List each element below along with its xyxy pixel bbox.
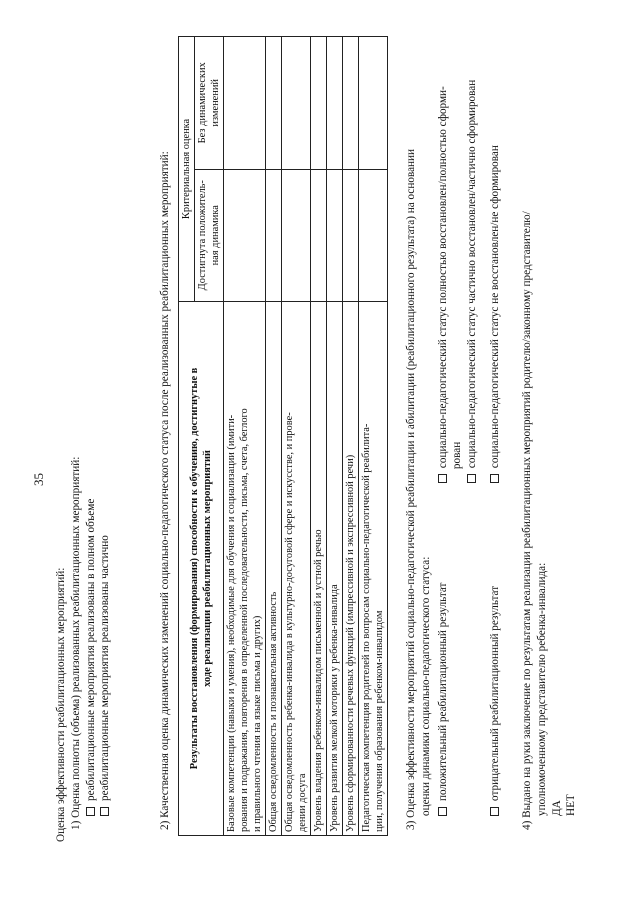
option-not-restored[interactable]: [488, 62, 503, 483]
cell-positive[interactable]: [327, 169, 343, 301]
col-nochange-line1: Без динамических: [197, 62, 208, 144]
row-label: [343, 301, 359, 835]
table-row: [282, 37, 311, 836]
positive-suboptions: [436, 62, 480, 483]
row-text: ции, получения образования ребенком-инвалидом: [374, 610, 385, 832]
cell-nochange[interactable]: [359, 37, 388, 170]
row-text: и правильного чтения на языке письма и других): [252, 615, 263, 832]
col-positive-header: [195, 169, 224, 301]
row-text: Базовые компетенции (навыки и умения), необходимые для обучения и социализации (имити-: [226, 414, 237, 832]
row-text: Уровень сформированности речевых функций (импрессивной и экспрессивной речи): [345, 454, 356, 832]
checkbox[interactable]: [100, 807, 109, 816]
table-header-row: [179, 37, 195, 836]
col-nochange-line2: изменений: [210, 79, 221, 127]
checkbox[interactable]: [490, 474, 499, 483]
option-restored-partial[interactable]: [465, 62, 480, 483]
row-label: [327, 301, 343, 835]
section3: [404, 62, 503, 842]
negative-result-option[interactable]: [488, 483, 503, 842]
option-not-restored-label: социально-педагогический статус не восстановлен/не сформирован: [488, 145, 501, 469]
table-row: [343, 37, 359, 836]
cell-positive[interactable]: [282, 169, 311, 301]
option-full-label: реабилитационные мероприятия реализованы в полном объеме: [84, 498, 97, 801]
option-full-volume[interactable]: [84, 62, 99, 842]
checkbox[interactable]: [490, 807, 499, 816]
cell-positive[interactable]: [359, 169, 388, 301]
checkbox[interactable]: [467, 474, 476, 483]
cell-nochange[interactable]: [282, 37, 311, 170]
negative-result-label: отрицательный реабилитационный результат: [488, 585, 501, 801]
cell-nochange[interactable]: [343, 37, 359, 170]
checkbox[interactable]: [438, 807, 447, 816]
row-text: Общая осведомленность и познавательная активность: [268, 591, 279, 832]
row-text: дении досуга: [297, 773, 308, 832]
effectiveness-heading: Оценка эффективности реабилитационных мероприятий:: [55, 567, 67, 842]
section2-title: 2) Качественная оценка динамических изменений социально-педагогического статуса после реализованных реабилитационных мероприятий:: [159, 151, 171, 830]
effectiveness-section: [54, 62, 113, 842]
cell-positive[interactable]: [266, 169, 282, 301]
option-restored-partial-label: социально-педагогический статус частично восстановлен/частично сформирован: [466, 79, 479, 469]
option-restored-full-label: социально-педагогический статус полностью восстановлен/полностью сформи-: [436, 86, 449, 469]
rotated-document: [20, 20, 620, 880]
positive-result-label: положительный реабилитационный результат: [436, 582, 449, 801]
col-results-header: [179, 301, 224, 835]
table-row: [359, 37, 388, 836]
page-number: 35: [31, 473, 46, 486]
row-label: [311, 301, 327, 835]
answer-no[interactable]: НЕТ: [565, 794, 578, 816]
option-partial-label: реабилитационные мероприятия реализованы частично: [99, 535, 112, 801]
table-row: [327, 37, 343, 836]
col-results-header-line2: ходе реализации реабилитационных мероприятий: [202, 450, 213, 687]
section4-line1: 4) Выдано на руки заключение по результатам реализации реабилитационных мероприятий родителю/законному представителю/: [521, 211, 533, 830]
checkbox[interactable]: [86, 807, 95, 816]
positive-result-option[interactable]: [436, 483, 480, 842]
negative-result-row: [488, 62, 503, 842]
row-text: Педагогическая компетенция родителей по вопросам социально-педагогической реабилита-: [361, 423, 372, 832]
row-text: Общая осведомленность ребенка-инвалида в культурно-досуговой сфере и искусстве, и прове-: [284, 412, 295, 832]
cell-nochange[interactable]: [311, 37, 327, 170]
item1-text: 1) Оценка полноты (объема) реализованных реабилитационных мероприятий:: [69, 456, 82, 830]
section2-title-block: [158, 62, 173, 842]
cell-positive[interactable]: [224, 169, 266, 301]
row-label: [359, 301, 388, 835]
section4: [520, 62, 579, 842]
table-row: [224, 37, 266, 836]
cell-positive[interactable]: [343, 169, 359, 301]
row-label: [266, 301, 282, 835]
col-positive-line1: Достигнута положитель-: [197, 180, 208, 291]
option-restored-full[interactable]: [436, 62, 451, 483]
row-label: [282, 301, 311, 835]
section3-line2: оценки динамики социально-педагогического статуса:: [419, 556, 432, 816]
cell-nochange[interactable]: [266, 37, 282, 170]
col-nochange-header: [195, 37, 224, 170]
positive-result-row: [436, 62, 480, 842]
cell-nochange[interactable]: [224, 37, 266, 170]
col-positive-line2: ная динамика: [210, 205, 221, 266]
row-label: [224, 301, 266, 835]
table-row: [266, 37, 282, 836]
cell-nochange[interactable]: [327, 37, 343, 170]
option-partial-volume[interactable]: [98, 62, 113, 842]
option-restored-full-cont: рован: [451, 441, 464, 470]
row-text: рования и подражания, повторения в определенной последовательности, письма, счета, беглого: [239, 408, 250, 832]
row-text: Уровень развития мелкой моторики у ребенка-инвалида: [329, 584, 340, 832]
criteria-header: Критериальная оценка: [179, 37, 195, 302]
section3-line1: 3) Оценка эффективности мероприятий социально-педагогической реабилитации и абилитации (реабилитационного результата) на основании: [405, 148, 417, 830]
cell-positive[interactable]: [311, 169, 327, 301]
col-results-header-line1: Результаты восстановления (формирования) способности к обучению, достигнутые в: [189, 367, 200, 770]
answer-yes[interactable]: ДА: [550, 800, 563, 816]
row-text: Уровень владения ребенком-инвалидом письменной и устной речью: [313, 529, 324, 832]
table-row: [311, 37, 327, 836]
assessment-table: [178, 36, 388, 836]
checkbox[interactable]: [438, 474, 447, 483]
negative-suboptions: [488, 62, 503, 483]
section4-line2: уполномоченному представителю ребенка-инвалида:: [535, 562, 548, 816]
